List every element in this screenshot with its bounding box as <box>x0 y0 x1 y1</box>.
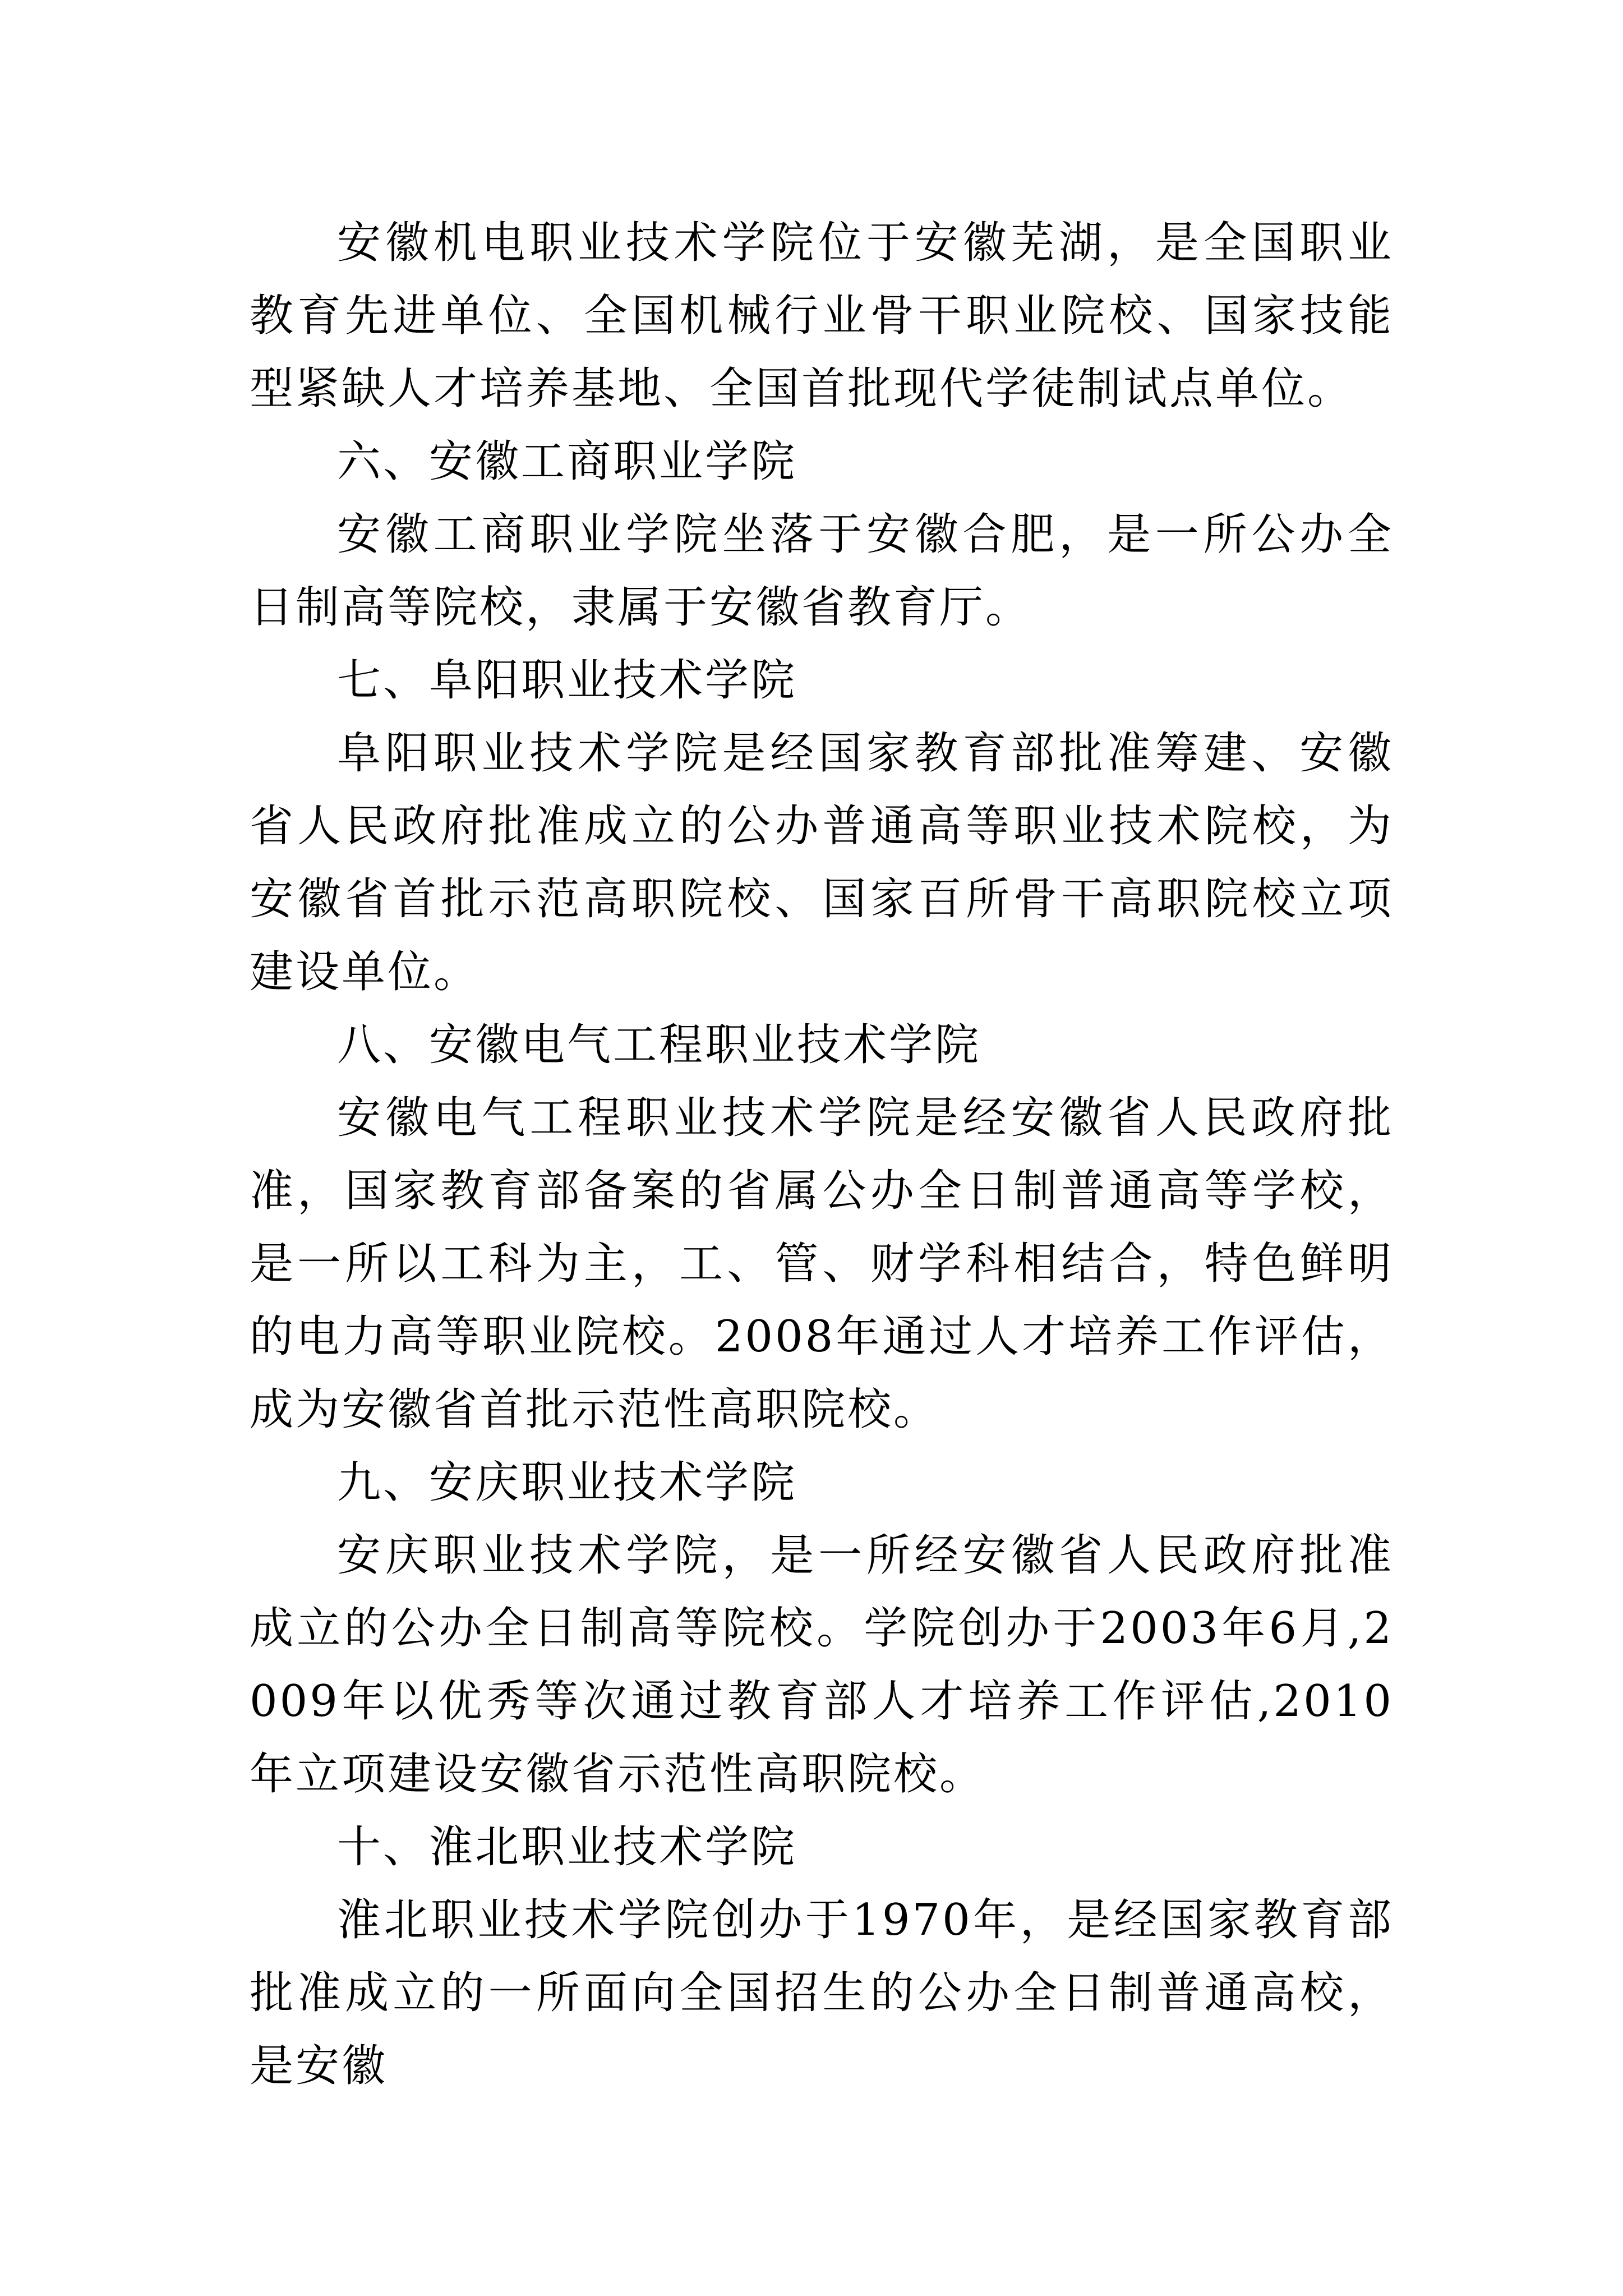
paragraph-huaibei: 淮北职业技术学院创办于1970年，是经国家教育部批准成立的一所面向全国招生的公办全日制普通高校，是安徽 <box>250 1895 1394 2091</box>
paragraph-anhui-electrical-engineering: 安徽电气工程职业技术学院是经安徽省人民政府批准，国家教育部备案的省属公办全日制普通高等学校，是一所以工科为主，工、管、财学科相结合，特色鲜明的电力高等职业院校。2008年通过人才培养工作评估，成为安徽省首批示范性高职院校。 <box>250 1093 1394 1435</box>
heading-section-6: 六、安徽工商职业学院 <box>337 436 797 487</box>
heading-section-10: 十、淮北职业技术学院 <box>337 1822 797 1872</box>
document-body <box>250 206 1394 2102</box>
paragraph-fuyang: 阜阳职业技术学院是经国家教育部批准筹建、安徽省人民政府批准成立的公办普通高等职业技术院校，为安徽省首批示范高职院校、国家百所骨干高职院校立项建设单位。 <box>250 728 1394 997</box>
heading-section-9: 九、安庆职业技术学院 <box>337 1457 797 1508</box>
paragraph-anqing: 安庆职业技术学院，是一所经安徽省人民政府批准成立的公办全日制高等院校。学院创办于2003年6月,2009年以优秀等次通过教育部人才培养工作评估,2010年立项建设安徽省示范性高职院校。 <box>250 1530 1394 1800</box>
paragraph-anhui-mechanical-electrical: 安徽机电职业技术学院位于安徽芜湖，是全国职业教育先进单位、全国机械行业骨干职业院校、国家技能型紧缺人才培养基地、全国首批现代学徒制试点单位。 <box>250 218 1394 414</box>
paragraph-anhui-business: 安徽工商职业学院坐落于安徽合肥，是一所公办全日制高等院校，隶属于安徽省教育厅。 <box>250 509 1394 633</box>
heading-section-8: 八、安徽电气工程职业技术学院 <box>337 1020 981 1070</box>
heading-section-7: 七、阜阳职业技术学院 <box>337 655 797 706</box>
